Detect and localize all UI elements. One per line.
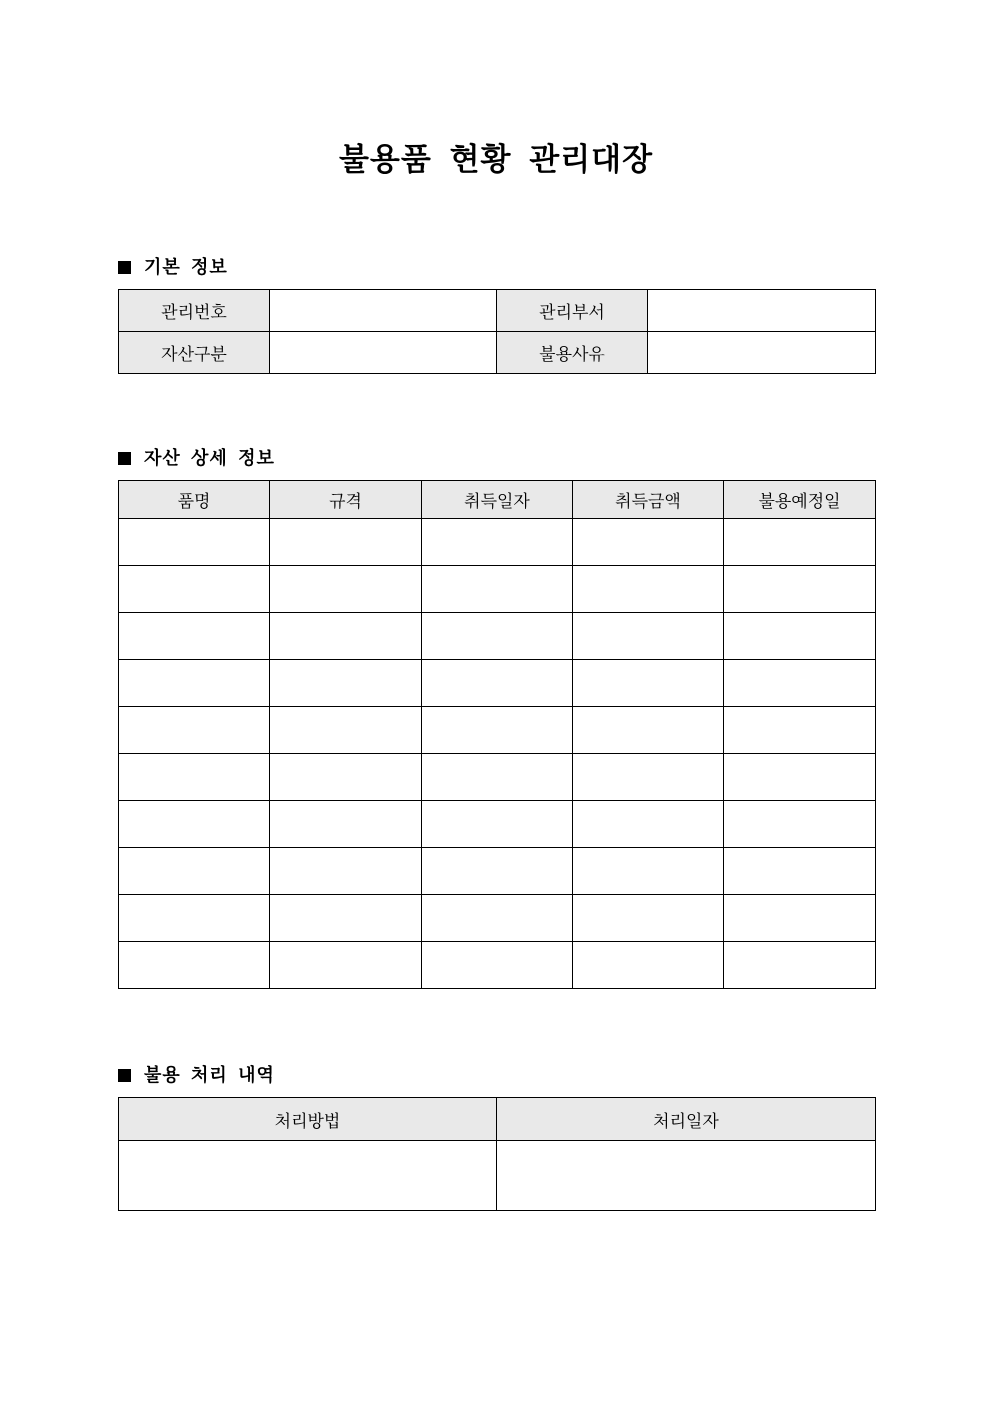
table-row: [119, 290, 876, 332]
section-disposal-label: 불용 처리 내역: [144, 1065, 275, 1086]
table-row: [119, 332, 876, 374]
table-row: [119, 801, 876, 848]
section-asset-detail-label: 자산 상세 정보: [144, 448, 275, 469]
column-header-planned-disposal-date: 불용예정일: [724, 481, 876, 519]
cell-planned-disposal-date[interactable]: [724, 848, 876, 895]
table-row: [119, 942, 876, 989]
square-bullet-icon: [118, 261, 131, 274]
cell-acquisition-date[interactable]: [422, 519, 573, 566]
cell-acquisition-date[interactable]: [422, 707, 573, 754]
cell-spec[interactable]: [270, 660, 422, 707]
cell-planned-disposal-date[interactable]: [724, 754, 876, 801]
cell-planned-disposal-date[interactable]: [724, 613, 876, 660]
label-reason: 불용사유: [497, 332, 648, 374]
column-header-disposal-date: 처리일자: [497, 1098, 876, 1141]
cell-planned-disposal-date[interactable]: [724, 895, 876, 942]
cell-acquisition-amount[interactable]: [573, 566, 724, 613]
management-no-field[interactable]: [270, 290, 497, 332]
column-header-item-name: 품명: [119, 481, 270, 519]
cell-item-name[interactable]: [119, 942, 270, 989]
cell-acquisition-amount[interactable]: [573, 754, 724, 801]
cell-acquisition-amount[interactable]: [573, 613, 724, 660]
table-row: [119, 519, 876, 566]
table-row: [119, 566, 876, 613]
page-title: 불용품 현황 관리대장: [338, 142, 654, 178]
column-header-acquisition-date: 취득일자: [422, 481, 573, 519]
cell-spec[interactable]: [270, 895, 422, 942]
cell-item-name[interactable]: [119, 660, 270, 707]
table-row: [119, 660, 876, 707]
cell-spec[interactable]: [270, 566, 422, 613]
cell-spec[interactable]: [270, 754, 422, 801]
label-management-no: 관리번호: [119, 290, 270, 332]
cell-spec[interactable]: [270, 848, 422, 895]
cell-planned-disposal-date[interactable]: [724, 942, 876, 989]
cell-spec[interactable]: [270, 613, 422, 660]
cell-spec[interactable]: [270, 942, 422, 989]
cell-item-name[interactable]: [119, 707, 270, 754]
cell-acquisition-amount[interactable]: [573, 801, 724, 848]
cell-acquisition-amount[interactable]: [573, 895, 724, 942]
cell-acquisition-date[interactable]: [422, 754, 573, 801]
column-header-spec: 규격: [270, 481, 422, 519]
asset-detail-table: [118, 480, 876, 989]
department-field[interactable]: [648, 290, 876, 332]
cell-planned-disposal-date[interactable]: [724, 707, 876, 754]
disposal-table: [118, 1097, 876, 1211]
table-row: [119, 754, 876, 801]
cell-spec[interactable]: [270, 519, 422, 566]
table-header-row: [119, 481, 876, 519]
cell-item-name[interactable]: [119, 613, 270, 660]
table-row: [119, 848, 876, 895]
cell-item-name[interactable]: [119, 848, 270, 895]
cell-acquisition-date[interactable]: [422, 848, 573, 895]
cell-acquisition-date[interactable]: [422, 660, 573, 707]
cell-acquisition-date[interactable]: [422, 613, 573, 660]
label-department: 관리부서: [497, 290, 648, 332]
cell-item-name[interactable]: [119, 895, 270, 942]
cell-planned-disposal-date[interactable]: [724, 801, 876, 848]
cell-acquisition-amount[interactable]: [573, 707, 724, 754]
label-asset-type: 자산구분: [119, 332, 270, 374]
basic-info-table: [118, 289, 876, 374]
cell-acquisition-amount[interactable]: [573, 660, 724, 707]
disposal-method-field[interactable]: [119, 1141, 497, 1211]
disposal-date-field[interactable]: [497, 1141, 876, 1211]
cell-acquisition-amount[interactable]: [573, 942, 724, 989]
cell-acquisition-date[interactable]: [422, 566, 573, 613]
asset-detail-body: [119, 519, 876, 989]
column-header-disposal-method: 처리방법: [119, 1098, 497, 1141]
column-header-acquisition-amount: 취득금액: [573, 481, 724, 519]
cell-acquisition-date[interactable]: [422, 801, 573, 848]
square-bullet-icon: [118, 1069, 131, 1082]
square-bullet-icon: [118, 452, 131, 465]
table-row: [119, 895, 876, 942]
cell-acquisition-amount[interactable]: [573, 848, 724, 895]
table-row: [119, 1141, 876, 1211]
cell-spec[interactable]: [270, 707, 422, 754]
cell-planned-disposal-date[interactable]: [724, 566, 876, 613]
cell-acquisition-date[interactable]: [422, 895, 573, 942]
asset-type-field[interactable]: [270, 332, 497, 374]
cell-acquisition-amount[interactable]: [573, 519, 724, 566]
cell-planned-disposal-date[interactable]: [724, 519, 876, 566]
section-basic-info-heading: [118, 253, 228, 279]
cell-spec[interactable]: [270, 801, 422, 848]
table-header-row: [119, 1098, 876, 1141]
cell-acquisition-date[interactable]: [422, 942, 573, 989]
cell-item-name[interactable]: [119, 519, 270, 566]
reason-field[interactable]: [648, 332, 876, 374]
section-disposal-heading: [118, 1061, 275, 1087]
table-row: [119, 707, 876, 754]
cell-planned-disposal-date[interactable]: [724, 660, 876, 707]
section-asset-detail-heading: [118, 444, 275, 470]
cell-item-name[interactable]: [119, 754, 270, 801]
table-row: [119, 613, 876, 660]
cell-item-name[interactable]: [119, 566, 270, 613]
section-basic-info-label: 기본 정보: [144, 257, 228, 278]
cell-item-name[interactable]: [119, 801, 270, 848]
